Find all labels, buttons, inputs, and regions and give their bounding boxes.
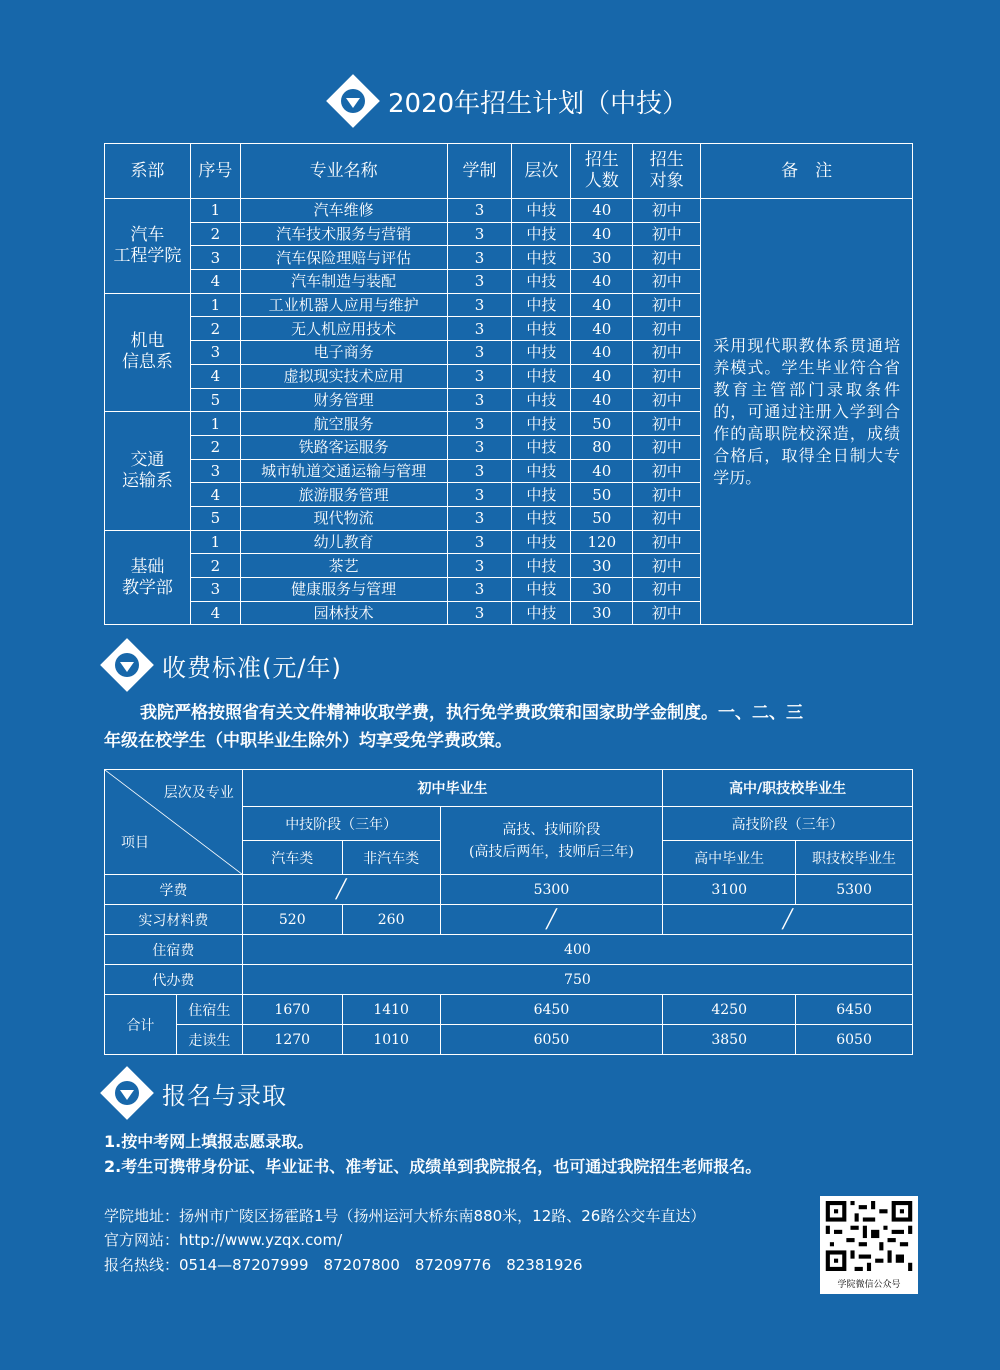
length-cell: 3 (447, 530, 512, 554)
day-nonauto: 1010 (342, 1025, 440, 1055)
count-cell: 30 (571, 601, 633, 625)
level-cell: 中技 (512, 341, 571, 365)
boarder-vocational: 6450 (796, 995, 913, 1025)
seq-cell: 4 (190, 364, 240, 388)
length-cell: 3 (447, 601, 512, 625)
logo-diamond-icon (100, 638, 154, 692)
dept-cell (105, 412, 191, 530)
group-junior: 初中毕业生 (242, 770, 662, 807)
target-cell: 初中 (633, 270, 701, 294)
corner-bottom-label: 项目 (121, 835, 149, 851)
fee-agency-row (105, 965, 913, 995)
fee-materials-row (105, 905, 913, 935)
tuition-vocational: 5300 (796, 875, 913, 905)
agency-value: 750 (242, 965, 912, 995)
contact-hotline: 报名热线：0514—87207999 87207800 87209776 82381926 (104, 1256, 583, 1274)
dept-name-line1: 基础 (130, 556, 165, 577)
wechat-qr-code (820, 1196, 918, 1294)
major-cell: 汽车保险理赔与评估 (240, 246, 447, 270)
seq-cell: 1 (190, 530, 240, 554)
day-vocational: 6050 (796, 1025, 913, 1055)
seq-cell: 1 (190, 293, 240, 317)
enroll-title: 报名与录取 (162, 1081, 287, 1110)
stage-gaoji-line1: 高技、技师阶段 (502, 821, 601, 838)
level-cell: 中技 (512, 483, 571, 507)
dept-cell (105, 199, 191, 294)
seq-cell: 3 (190, 341, 240, 365)
level-cell: 中技 (512, 412, 571, 436)
stage-gaoji-line2: (高技后两年，技师后三年) (468, 843, 634, 860)
length-cell: 3 (447, 341, 512, 365)
count-cell: 40 (571, 459, 633, 483)
tuition-highschool: 3100 (663, 875, 796, 905)
fee-tuition-row (105, 875, 913, 905)
col-vocational: 职技校毕业生 (796, 841, 913, 875)
tuition-zhongji (242, 875, 440, 905)
plan-section-title (334, 82, 688, 120)
count-cell: 40 (571, 270, 633, 294)
target-cell: 初中 (633, 435, 701, 459)
seq-cell: 3 (190, 246, 240, 270)
fee-total-boarder-row (105, 995, 913, 1025)
length-cell: 3 (447, 435, 512, 459)
count-cell: 30 (571, 554, 633, 578)
contact-address: 学院地址：扬州市广陵区扬霍路1号（扬州运河大桥东南880米，12路、26路公交车直达） (104, 1207, 706, 1225)
qr-caption: 学院微信公众号 (837, 1280, 901, 1290)
major-cell: 工业机器人应用与维护 (240, 293, 447, 317)
length-cell: 3 (447, 483, 512, 507)
length-cell: 3 (447, 412, 512, 436)
seq-cell: 3 (190, 459, 240, 483)
count-cell: 40 (571, 199, 633, 223)
count-cell: 30 (571, 578, 633, 602)
col-highschool: 高中毕业生 (663, 841, 796, 875)
agency-label: 代办费 (105, 965, 243, 995)
level-cell: 中技 (512, 601, 571, 625)
major-cell: 汽车技术服务与营销 (240, 222, 447, 246)
dept-name-line2: 工程学院 (113, 245, 182, 266)
target-cell: 初中 (633, 483, 701, 507)
day-gaoji: 6050 (440, 1025, 663, 1055)
fees-paragraph-line1: 我院严格按照省有关文件精神收取学费，执行免学费政策和国家助学金制度。一、二、三 (140, 703, 803, 723)
major-cell: 健康服务与管理 (240, 578, 447, 602)
dept-name-line1: 机电 (130, 331, 165, 352)
lodging-value: 400 (242, 935, 912, 965)
target-cell: 初中 (633, 317, 701, 341)
count-cell: 50 (571, 483, 633, 507)
col-auto: 汽车类 (242, 841, 342, 875)
fee-lodging-row (105, 935, 913, 965)
level-cell: 中技 (512, 222, 571, 246)
length-cell: 3 (447, 554, 512, 578)
seq-cell: 2 (190, 435, 240, 459)
group-senior: 高中/职技校毕业生 (663, 770, 913, 807)
logo-diamond-icon (100, 1066, 154, 1120)
dept-name-line2: 运输系 (121, 470, 173, 491)
header-count-line1: 招生 (584, 150, 619, 170)
enroll-section-title (108, 1074, 287, 1112)
target-cell: 初中 (633, 412, 701, 436)
header-seq: 序号 (190, 144, 240, 199)
major-cell: 财务管理 (240, 388, 447, 412)
materials-gaoji (440, 905, 663, 935)
level-cell: 中技 (512, 459, 571, 483)
count-cell: 50 (571, 412, 633, 436)
dept-cell (105, 530, 191, 625)
length-cell: 3 (447, 364, 512, 388)
length-cell: 3 (447, 246, 512, 270)
enrollment-plan-table (104, 143, 913, 625)
major-cell: 茶艺 (240, 554, 447, 578)
major-cell: 航空服务 (240, 412, 447, 436)
dept-name-line2: 教学部 (121, 577, 173, 598)
major-cell: 现代物流 (240, 506, 447, 530)
header-major: 专业名称 (240, 144, 447, 199)
major-cell: 电子商务 (240, 341, 447, 365)
stage-gaoji (440, 807, 663, 875)
fee-corner-cell (105, 770, 243, 875)
header-count (571, 144, 633, 199)
level-cell: 中技 (512, 270, 571, 294)
target-cell: 初中 (633, 222, 701, 246)
fee-header-row (105, 770, 913, 807)
seq-cell: 1 (190, 412, 240, 436)
length-cell: 3 (447, 270, 512, 294)
target-cell: 初中 (633, 246, 701, 270)
seq-cell: 5 (190, 388, 240, 412)
level-cell: 中技 (512, 388, 571, 412)
major-cell: 无人机应用技术 (240, 317, 447, 341)
header-length: 学制 (447, 144, 512, 199)
header-level: 层次 (512, 144, 571, 199)
major-cell: 铁路客运服务 (240, 435, 447, 459)
length-cell: 3 (447, 317, 512, 341)
plan-title: 2020年招生计划（中技） (388, 88, 689, 119)
fee-total-day-row (105, 1025, 913, 1055)
seq-cell: 1 (190, 199, 240, 223)
target-cell: 初中 (633, 199, 701, 223)
fee-table (104, 769, 913, 1055)
target-cell: 初中 (633, 341, 701, 365)
count-cell: 40 (571, 222, 633, 246)
count-cell: 40 (571, 293, 633, 317)
major-cell: 旅游服务管理 (240, 483, 447, 507)
target-cell: 初中 (633, 506, 701, 530)
target-cell: 初中 (633, 601, 701, 625)
day-highschool: 3850 (663, 1025, 796, 1055)
dept-name-line1: 汽车 (130, 224, 165, 245)
count-cell: 50 (571, 506, 633, 530)
length-cell: 3 (447, 199, 512, 223)
dept-name-line2: 信息系 (121, 352, 173, 373)
logo-diamond-icon (326, 74, 380, 128)
seq-cell: 4 (190, 601, 240, 625)
materials-auto: 520 (242, 905, 342, 935)
slash-mark: ╱ (335, 879, 347, 900)
target-cell: 初中 (633, 388, 701, 412)
header-target-line2: 对象 (649, 171, 684, 191)
boarder-gaoji: 6450 (440, 995, 663, 1025)
fees-paragraph-line2: 年级在校学生（中职毕业生除外）均享受免学费政策。 (104, 731, 512, 751)
seq-cell: 2 (190, 554, 240, 578)
length-cell: 3 (447, 222, 512, 246)
slash-mark: ╱ (782, 909, 794, 930)
level-cell: 中技 (512, 530, 571, 554)
level-cell: 中技 (512, 578, 571, 602)
slash-mark: ╱ (545, 909, 557, 930)
tuition-label: 学费 (105, 875, 243, 905)
boarder-auto: 1670 (242, 995, 342, 1025)
target-cell: 初中 (633, 293, 701, 317)
target-cell: 初中 (633, 578, 701, 602)
level-cell: 中技 (512, 293, 571, 317)
total-label: 合计 (105, 995, 177, 1055)
seq-cell: 2 (190, 222, 240, 246)
contact-website[interactable]: 官方网站：http://www.yzqx.com/ (104, 1231, 343, 1249)
level-cell: 中技 (512, 199, 571, 223)
target-cell: 初中 (633, 530, 701, 554)
count-cell: 40 (571, 341, 633, 365)
header-target (633, 144, 701, 199)
header-target-line1: 招生 (649, 150, 684, 170)
boarder-label: 住宿生 (176, 995, 242, 1025)
major-cell: 城市轨道交通运输与管理 (240, 459, 447, 483)
note-cell: 采用现代职教体系贯通培养模式。学生毕业符合省教育主管部门录取条件的，可通过注册入学到合作的高职院校深造，成绩合格后，取得全日制大专学历。 (701, 199, 913, 625)
stage-gaoji-senior: 高技阶段（三年） (663, 807, 913, 841)
major-cell: 虚拟现实技术应用 (240, 364, 447, 388)
dept-cell (105, 293, 191, 411)
count-cell: 30 (571, 246, 633, 270)
dept-name-line1: 交通 (130, 449, 165, 470)
seq-cell: 3 (190, 578, 240, 602)
length-cell: 3 (447, 578, 512, 602)
seq-cell: 5 (190, 506, 240, 530)
lodging-label: 住宿费 (105, 935, 243, 965)
fees-title: 收费标准(元/年) (162, 653, 342, 682)
materials-senior (663, 905, 913, 935)
table-row (105, 199, 913, 223)
col-nonauto: 非汽车类 (342, 841, 440, 875)
major-cell: 幼儿教育 (240, 530, 447, 554)
header-note: 备 注 (701, 144, 913, 199)
level-cell: 中技 (512, 554, 571, 578)
length-cell: 3 (447, 388, 512, 412)
level-cell: 中技 (512, 246, 571, 270)
corner-top-label: 层次及专业 (163, 785, 234, 801)
target-cell: 初中 (633, 554, 701, 578)
target-cell: 初中 (633, 364, 701, 388)
length-cell: 3 (447, 293, 512, 317)
level-cell: 中技 (512, 317, 571, 341)
day-label: 走读生 (176, 1025, 242, 1055)
length-cell: 3 (447, 459, 512, 483)
major-cell: 园林技术 (240, 601, 447, 625)
level-cell: 中技 (512, 364, 571, 388)
materials-nonauto: 260 (342, 905, 440, 935)
day-auto: 1270 (242, 1025, 342, 1055)
tuition-gaoji: 5300 (440, 875, 663, 905)
count-cell: 40 (571, 364, 633, 388)
seq-cell: 4 (190, 270, 240, 294)
count-cell: 120 (571, 530, 633, 554)
materials-label: 实习材料费 (105, 905, 243, 935)
length-cell: 3 (447, 506, 512, 530)
seq-cell: 4 (190, 483, 240, 507)
boarder-highschool: 4250 (663, 995, 796, 1025)
plan-header-row (105, 144, 913, 199)
major-cell: 汽车维修 (240, 199, 447, 223)
level-cell: 中技 (512, 435, 571, 459)
count-cell: 80 (571, 435, 633, 459)
enroll-item-1: 1.按中考网上填报志愿录取。 (104, 1132, 314, 1151)
seq-cell: 2 (190, 317, 240, 341)
header-dept: 系部 (105, 144, 191, 199)
count-cell: 40 (571, 317, 633, 341)
target-cell: 初中 (633, 459, 701, 483)
boarder-nonauto: 1410 (342, 995, 440, 1025)
header-count-line2: 人数 (584, 171, 619, 191)
enroll-item-2: 2.考生可携带身份证、毕业证书、准考证、成绩单到我院报名，也可通过我院招生老师报名。 (104, 1157, 762, 1176)
major-cell: 汽车制造与装配 (240, 270, 447, 294)
level-cell: 中技 (512, 506, 571, 530)
count-cell: 40 (571, 388, 633, 412)
qr-pattern-icon (825, 1201, 913, 1271)
stage-zhongji: 中技阶段（三年） (242, 807, 440, 841)
fees-section-title (108, 646, 342, 684)
